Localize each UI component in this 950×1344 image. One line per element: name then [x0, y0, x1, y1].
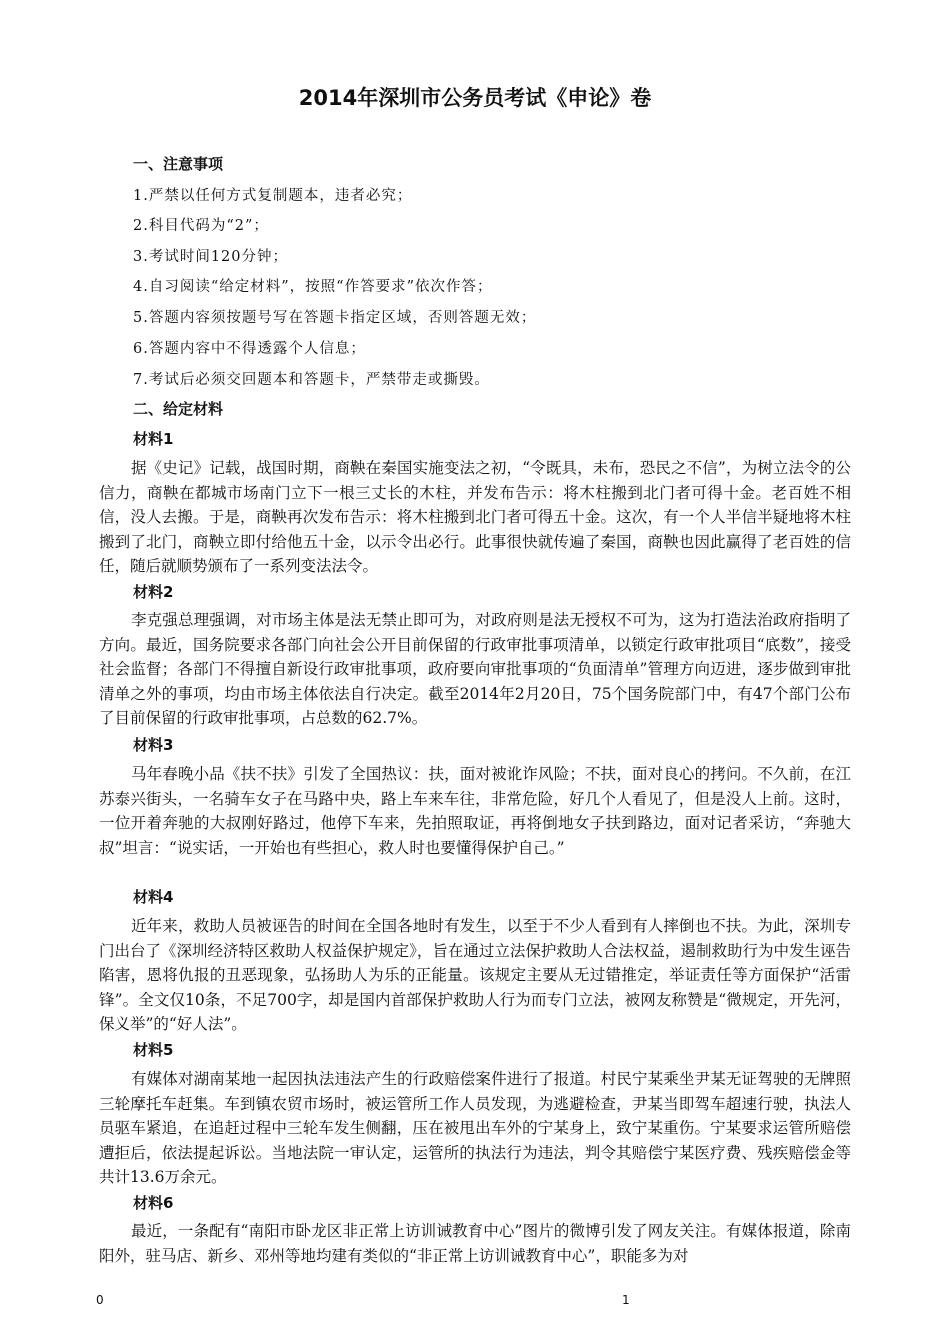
note-item: 6.答题内容中不得透露个人信息； — [133, 341, 366, 357]
material-label: 材料6 — [133, 1194, 174, 1212]
material-text: 马年春晚小品《扶不扶》引发了全国热议：扶，面对被讹诈风险；不扶，面对良心的拷问。不久前，在江苏泰兴街头，一名骑车女子在马路中央，路上车来车往，非常危险，好几个人看见了，但是没人上前。这时，一位开着奔驰的大叔刚好路过，他停下车来，先拍照取证，再将倒地女子扶到路边，面对记者采访，“奔驰大叔”坦言：“说实话，一开始也有些担心，救人时也要懂得保护自己。” — [99, 765, 851, 857]
material-label: 材料5 — [133, 1041, 174, 1059]
material-text: 近年来，救助人员被诬告的时间在全国各地时有发生，以至于不少人看到有人摔倒也不扶。为此，深圳专门出台了《深圳经济特区救助人权益保护规定》，旨在通过立法保护救助人合法权益，遏制救助行为中发生诬告陷害，恩将仇报的丑恶现象，弘扬助人为乐的正能量。该规定主要从无过错推定，举证责任等方面保护“活雷锋”。全文仅10条，不足700字，却是国内首部保护救助人行为而专门立法，被网友称赞是“微规定，开先河，保义举”的“好人法”。 — [99, 917, 851, 1033]
section-heading-notes: 一、注意事项 — [133, 155, 224, 173]
note-item: 3.考试时间120分钟； — [133, 249, 289, 265]
note-item: 7.考试后必须交回题本和答题卡，严禁带走或撕毁。 — [133, 372, 490, 388]
footer-page-number: 1 — [622, 1293, 630, 1307]
note-item: 5.答题内容须按题号写在答题卡指定区域，否则答题无效； — [133, 310, 537, 326]
material-label: 材料2 — [133, 583, 174, 601]
material-label: 材料3 — [133, 736, 174, 754]
section-heading-materials: 二、给定材料 — [133, 400, 224, 418]
material-text: 李克强总理强调，对市场主体是法无禁止即可为，对政府则是法无授权不可为，这为打造法治政府指明了方向。最近，国务院要求各部门向社会公开目前保留的行政审批事项清单，以锁定行政审批项目“底数”，接受社会监督；各部门不得擅自新设行政审批事项，政府要向审批事项的“负面清单”管理方向迈进，逐步做到审批清单之外的事项，均由市场主体依法自行决定。截至2014年2月20日，75个国务院部门中，有47个部门公布了目前保留的行政审批事项，占总数的62.7%。 — [99, 611, 851, 727]
material-text: 最近，一条配有“南阳市卧龙区非正常上访训诫教育中心”图片的微博引发了网友关注。有媒体报道，除南阳外，驻马店、新乡、邓州等地均建有类似的“非正常上访训诫教育中心”，职能多为对 — [99, 1222, 851, 1265]
note-item: 1.严禁以任何方式复制题本，违者必究； — [133, 188, 413, 204]
footer-left-number: 0 — [96, 1293, 104, 1307]
material-label: 材料1 — [133, 430, 174, 448]
note-item: 4.自习阅读“给定材料”，按照“作答要求”依次作答； — [133, 279, 493, 295]
material-text: 有媒体对湖南某地一起因执法违法产生的行政赔偿案件进行了报道。村民宁某乘坐尹某无证驾驶的无牌照三轮摩托车赶集。车到镇农贸市场时，被运管所工作人员发现，为逃避检查，尹某当即驾车超速行驶，执法人员驱车紧追，在追赶过程中三轮车发生侧翻，压在被甩出车外的宁某身上，致宁某重伤。宁某要求运管所赔偿遭拒后，依法提起诉讼。当地法院一审认定，运管所的执法行为违法，判令其赔偿宁某医疗费、残疾赔偿金等共计13.6万余元。 — [99, 1070, 851, 1186]
material-label: 材料4 — [133, 888, 174, 906]
page-title: 2014年深圳市公务员考试《申论》卷 — [298, 86, 652, 110]
material-text: 据《史记》记载，战国时期，商鞅在秦国实施变法之初，“令既具，未布，恐民之不信”，为树立法令的公信力，商鞅在都城市场南门立下一根三丈长的木柱，并发布告示：将木柱搬到北门者可得十金。老百姓不相信，没人去搬。于是，商鞅再次发布告示：将木柱搬到北门者可得五十金。这次，有一个人半信半疑地将木柱搬到了北门，商鞅立即付给他五十金，以示令出必行。此事很快就传遍了秦国，商鞅也因此赢得了老百姓的信任，随后就顺势颁布了一系列变法法令。 — [99, 459, 851, 575]
note-item: 2.科目代码为“2”； — [133, 218, 269, 234]
